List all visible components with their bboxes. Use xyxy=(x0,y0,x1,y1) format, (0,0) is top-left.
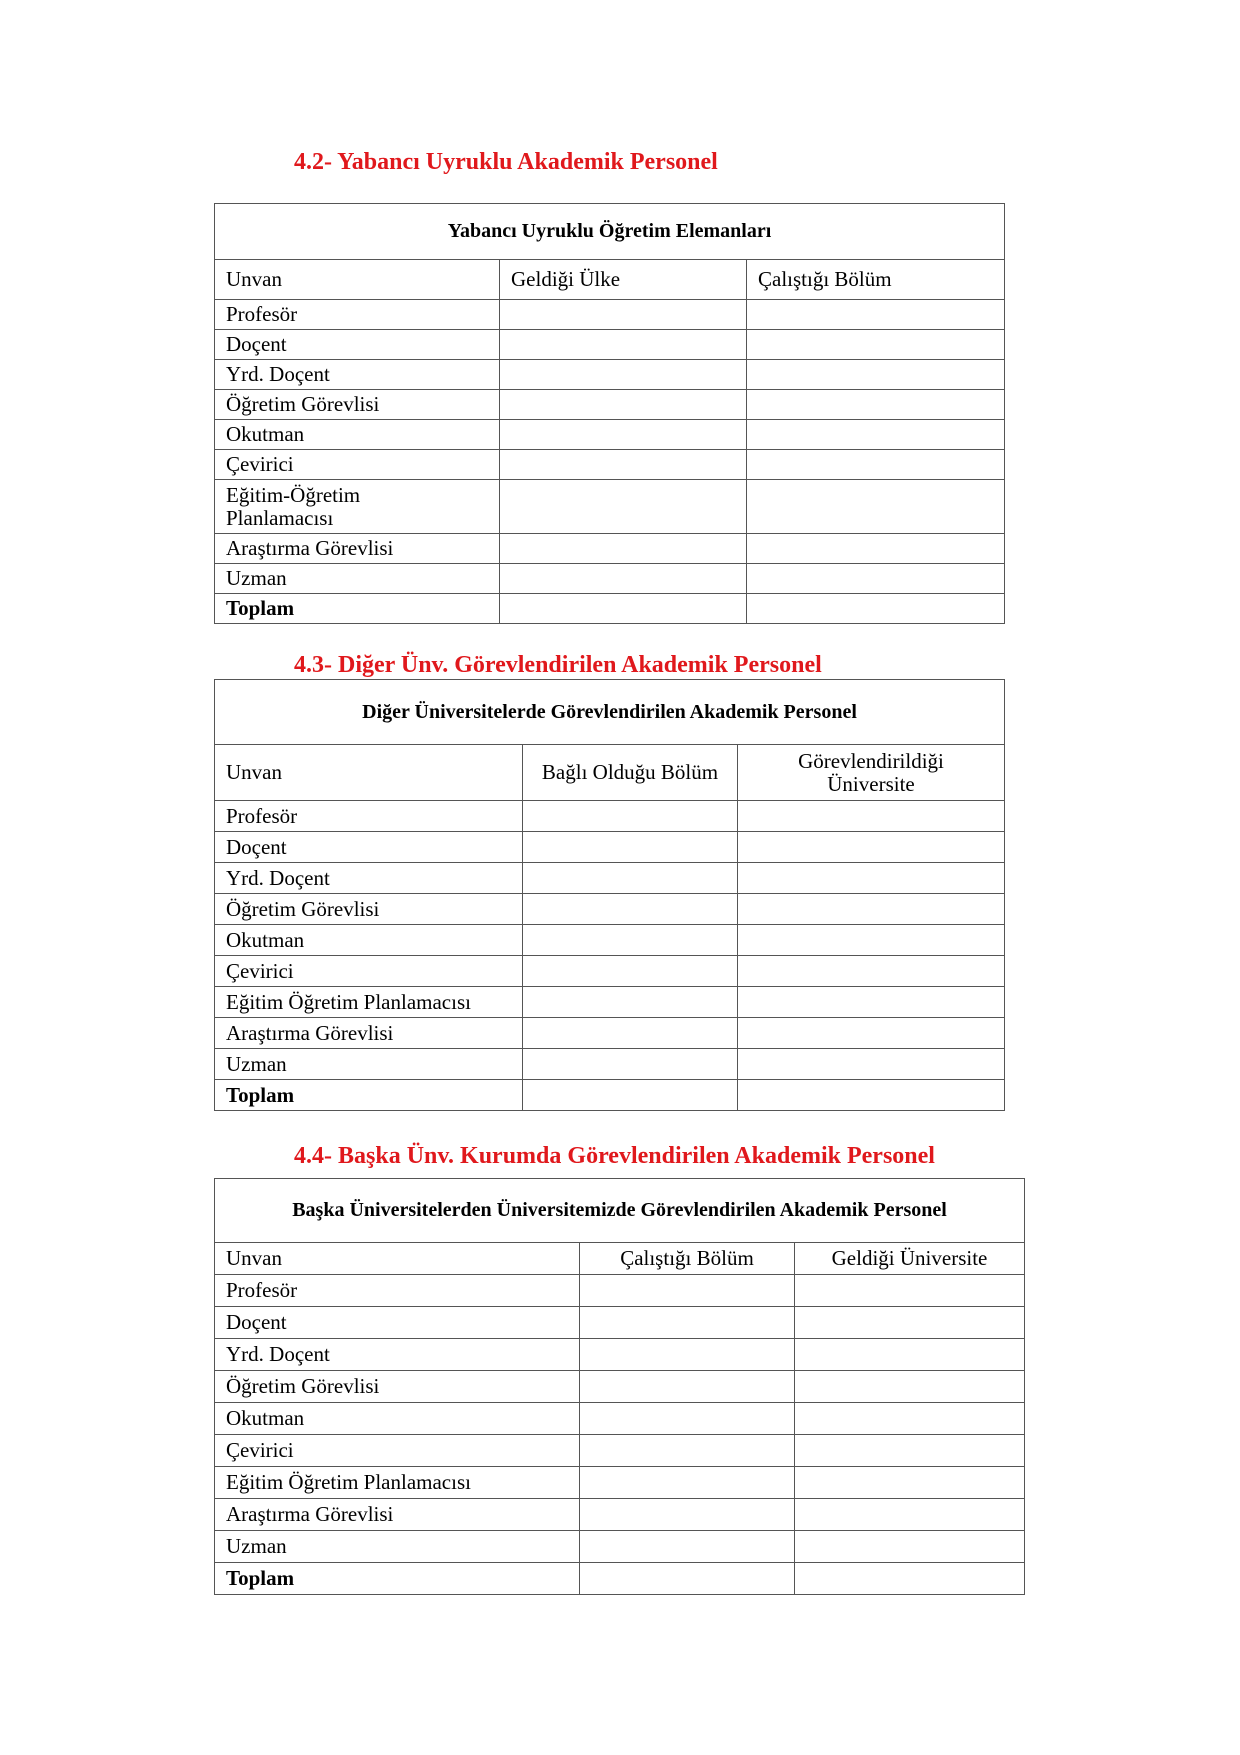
table-row xyxy=(215,1435,1025,1467)
input-cell[interactable] xyxy=(795,1435,1025,1467)
table-row xyxy=(215,925,1005,956)
table-row xyxy=(215,300,1005,330)
input-cell[interactable] xyxy=(738,863,1005,894)
input-cell[interactable] xyxy=(747,564,1005,594)
input-cell[interactable] xyxy=(747,450,1005,480)
input-cell[interactable] xyxy=(738,925,1005,956)
total-label: Toplam xyxy=(215,1080,523,1111)
column-header: Görevlendirildiği Üniversite xyxy=(738,745,1005,801)
row-label: Çevirici xyxy=(215,1435,580,1467)
input-cell[interactable] xyxy=(738,956,1005,987)
input-cell[interactable] xyxy=(747,360,1005,390)
table-title: Başka Üniversitelerden Üniversitemizde Görevlendirilen Akademik Personel xyxy=(215,1179,1025,1243)
input-cell[interactable] xyxy=(747,594,1005,624)
input-cell[interactable] xyxy=(795,1563,1025,1595)
input-cell[interactable] xyxy=(738,894,1005,925)
total-row xyxy=(215,1563,1025,1595)
column-header: Çalıştığı Bölüm xyxy=(747,260,1005,300)
input-cell[interactable] xyxy=(523,863,738,894)
table-row xyxy=(215,564,1005,594)
table-row xyxy=(215,832,1005,863)
input-cell[interactable] xyxy=(738,801,1005,832)
input-cell[interactable] xyxy=(500,450,747,480)
table-row xyxy=(215,801,1005,832)
input-cell[interactable] xyxy=(523,1018,738,1049)
row-label: Araştırma Görevlisi xyxy=(215,1018,523,1049)
row-label: Uzman xyxy=(215,1531,580,1563)
input-cell[interactable] xyxy=(500,420,747,450)
input-cell[interactable] xyxy=(500,594,747,624)
input-cell[interactable] xyxy=(795,1467,1025,1499)
column-header: Geldiği Ülke xyxy=(500,260,747,300)
input-cell[interactable] xyxy=(747,534,1005,564)
input-cell[interactable] xyxy=(747,330,1005,360)
table-row xyxy=(215,450,1005,480)
input-cell[interactable] xyxy=(580,1435,795,1467)
section-heading-4-3: 4.3- Diğer Ünv. Görevlendirilen Akademik Personel xyxy=(294,652,822,678)
table-assigned-other-universities xyxy=(214,679,1005,1111)
input-cell[interactable] xyxy=(795,1403,1025,1435)
input-cell[interactable] xyxy=(580,1275,795,1307)
input-cell[interactable] xyxy=(738,1018,1005,1049)
input-cell[interactable] xyxy=(500,300,747,330)
table-row xyxy=(215,1467,1025,1499)
column-header: Unvan xyxy=(215,260,500,300)
table-row xyxy=(215,360,1005,390)
column-header: Çalıştığı Bölüm xyxy=(580,1243,795,1275)
row-label: Doçent xyxy=(215,330,500,360)
table-row xyxy=(215,1275,1025,1307)
input-cell[interactable] xyxy=(738,1049,1005,1080)
input-cell[interactable] xyxy=(580,1531,795,1563)
row-label: Yrd. Doçent xyxy=(215,863,523,894)
row-label: Öğretim Görevlisi xyxy=(215,390,500,420)
table-row xyxy=(215,420,1005,450)
input-cell[interactable] xyxy=(738,987,1005,1018)
section-heading-4-2: 4.2- Yabancı Uyruklu Akademik Personel xyxy=(294,149,718,175)
column-header: Unvan xyxy=(215,745,523,801)
total-row xyxy=(215,594,1005,624)
column-header: Bağlı Olduğu Bölüm xyxy=(523,745,738,801)
total-label: Toplam xyxy=(215,1563,580,1595)
input-cell[interactable] xyxy=(523,956,738,987)
table-row xyxy=(215,956,1005,987)
row-label: Profesör xyxy=(215,300,500,330)
input-cell[interactable] xyxy=(738,1080,1005,1111)
row-label: Öğretim Görevlisi xyxy=(215,894,523,925)
row-label: Araştırma Görevlisi xyxy=(215,534,500,564)
input-cell[interactable] xyxy=(795,1531,1025,1563)
table-row xyxy=(215,1403,1025,1435)
input-cell[interactable] xyxy=(500,390,747,420)
table-row xyxy=(215,534,1005,564)
input-cell[interactable] xyxy=(523,894,738,925)
row-label: Eğitim-Öğretim Planlamacısı xyxy=(215,480,500,534)
input-cell[interactable] xyxy=(500,564,747,594)
input-cell[interactable] xyxy=(580,1371,795,1403)
table-row xyxy=(215,480,1005,534)
input-cell[interactable] xyxy=(738,832,1005,863)
input-cell[interactable] xyxy=(523,925,738,956)
input-cell[interactable] xyxy=(523,1080,738,1111)
input-cell[interactable] xyxy=(747,300,1005,330)
section-heading-4-4: 4.4- Başka Ünv. Kurumda Görevlendirilen Akademik Personel xyxy=(294,1143,935,1169)
table-row xyxy=(215,863,1005,894)
row-label: Çevirici xyxy=(215,450,500,480)
table-row xyxy=(215,1371,1025,1403)
table-row xyxy=(215,1339,1025,1371)
row-label: Okutman xyxy=(215,925,523,956)
row-label: Yrd. Doçent xyxy=(215,360,500,390)
input-cell[interactable] xyxy=(795,1499,1025,1531)
total-label: Toplam xyxy=(215,594,500,624)
input-cell[interactable] xyxy=(795,1275,1025,1307)
row-label: Yrd. Doçent xyxy=(215,1339,580,1371)
table-foreign-staff xyxy=(214,203,1005,624)
row-label: Öğretim Görevlisi xyxy=(215,1371,580,1403)
table-title: Diğer Üniversitelerde Görevlendirilen Akademik Personel xyxy=(215,680,1005,745)
input-cell[interactable] xyxy=(523,987,738,1018)
input-cell[interactable] xyxy=(523,832,738,863)
row-label: Doçent xyxy=(215,1307,580,1339)
input-cell[interactable] xyxy=(523,801,738,832)
table-row xyxy=(215,1049,1005,1080)
column-header: Unvan xyxy=(215,1243,580,1275)
input-cell[interactable] xyxy=(500,330,747,360)
table-assigned-from-other-universities xyxy=(214,1178,1025,1595)
table-title: Yabancı Uyruklu Öğretim Elemanları xyxy=(215,204,1005,260)
row-label: Okutman xyxy=(215,1403,580,1435)
total-row xyxy=(215,1080,1005,1111)
row-label: Profesör xyxy=(215,801,523,832)
table-row xyxy=(215,390,1005,420)
row-label: Uzman xyxy=(215,564,500,594)
row-label: Profesör xyxy=(215,1275,580,1307)
row-label: Eğitim Öğretim Planlamacısı xyxy=(215,1467,580,1499)
input-cell[interactable] xyxy=(500,534,747,564)
input-cell[interactable] xyxy=(580,1563,795,1595)
row-label: Çevirici xyxy=(215,956,523,987)
input-cell[interactable] xyxy=(747,390,1005,420)
input-cell[interactable] xyxy=(523,1049,738,1080)
row-label: Okutman xyxy=(215,420,500,450)
input-cell[interactable] xyxy=(500,480,747,534)
column-header: Geldiği Üniversite xyxy=(795,1243,1025,1275)
row-label: Eğitim Öğretim Planlamacısı xyxy=(215,987,523,1018)
table-row xyxy=(215,894,1005,925)
input-cell[interactable] xyxy=(795,1339,1025,1371)
table-row xyxy=(215,1307,1025,1339)
input-cell[interactable] xyxy=(580,1499,795,1531)
input-cell[interactable] xyxy=(580,1403,795,1435)
table-row xyxy=(215,987,1005,1018)
input-cell[interactable] xyxy=(795,1307,1025,1339)
input-cell[interactable] xyxy=(795,1371,1025,1403)
table-row xyxy=(215,1018,1005,1049)
table-row xyxy=(215,1531,1025,1563)
input-cell[interactable] xyxy=(747,420,1005,450)
input-cell[interactable] xyxy=(580,1339,795,1371)
row-label: Uzman xyxy=(215,1049,523,1080)
input-cell[interactable] xyxy=(580,1467,795,1499)
input-cell[interactable] xyxy=(747,480,1005,534)
input-cell[interactable] xyxy=(500,360,747,390)
table-row xyxy=(215,1499,1025,1531)
input-cell[interactable] xyxy=(580,1307,795,1339)
row-label: Doçent xyxy=(215,832,523,863)
row-label: Araştırma Görevlisi xyxy=(215,1499,580,1531)
table-row xyxy=(215,330,1005,360)
